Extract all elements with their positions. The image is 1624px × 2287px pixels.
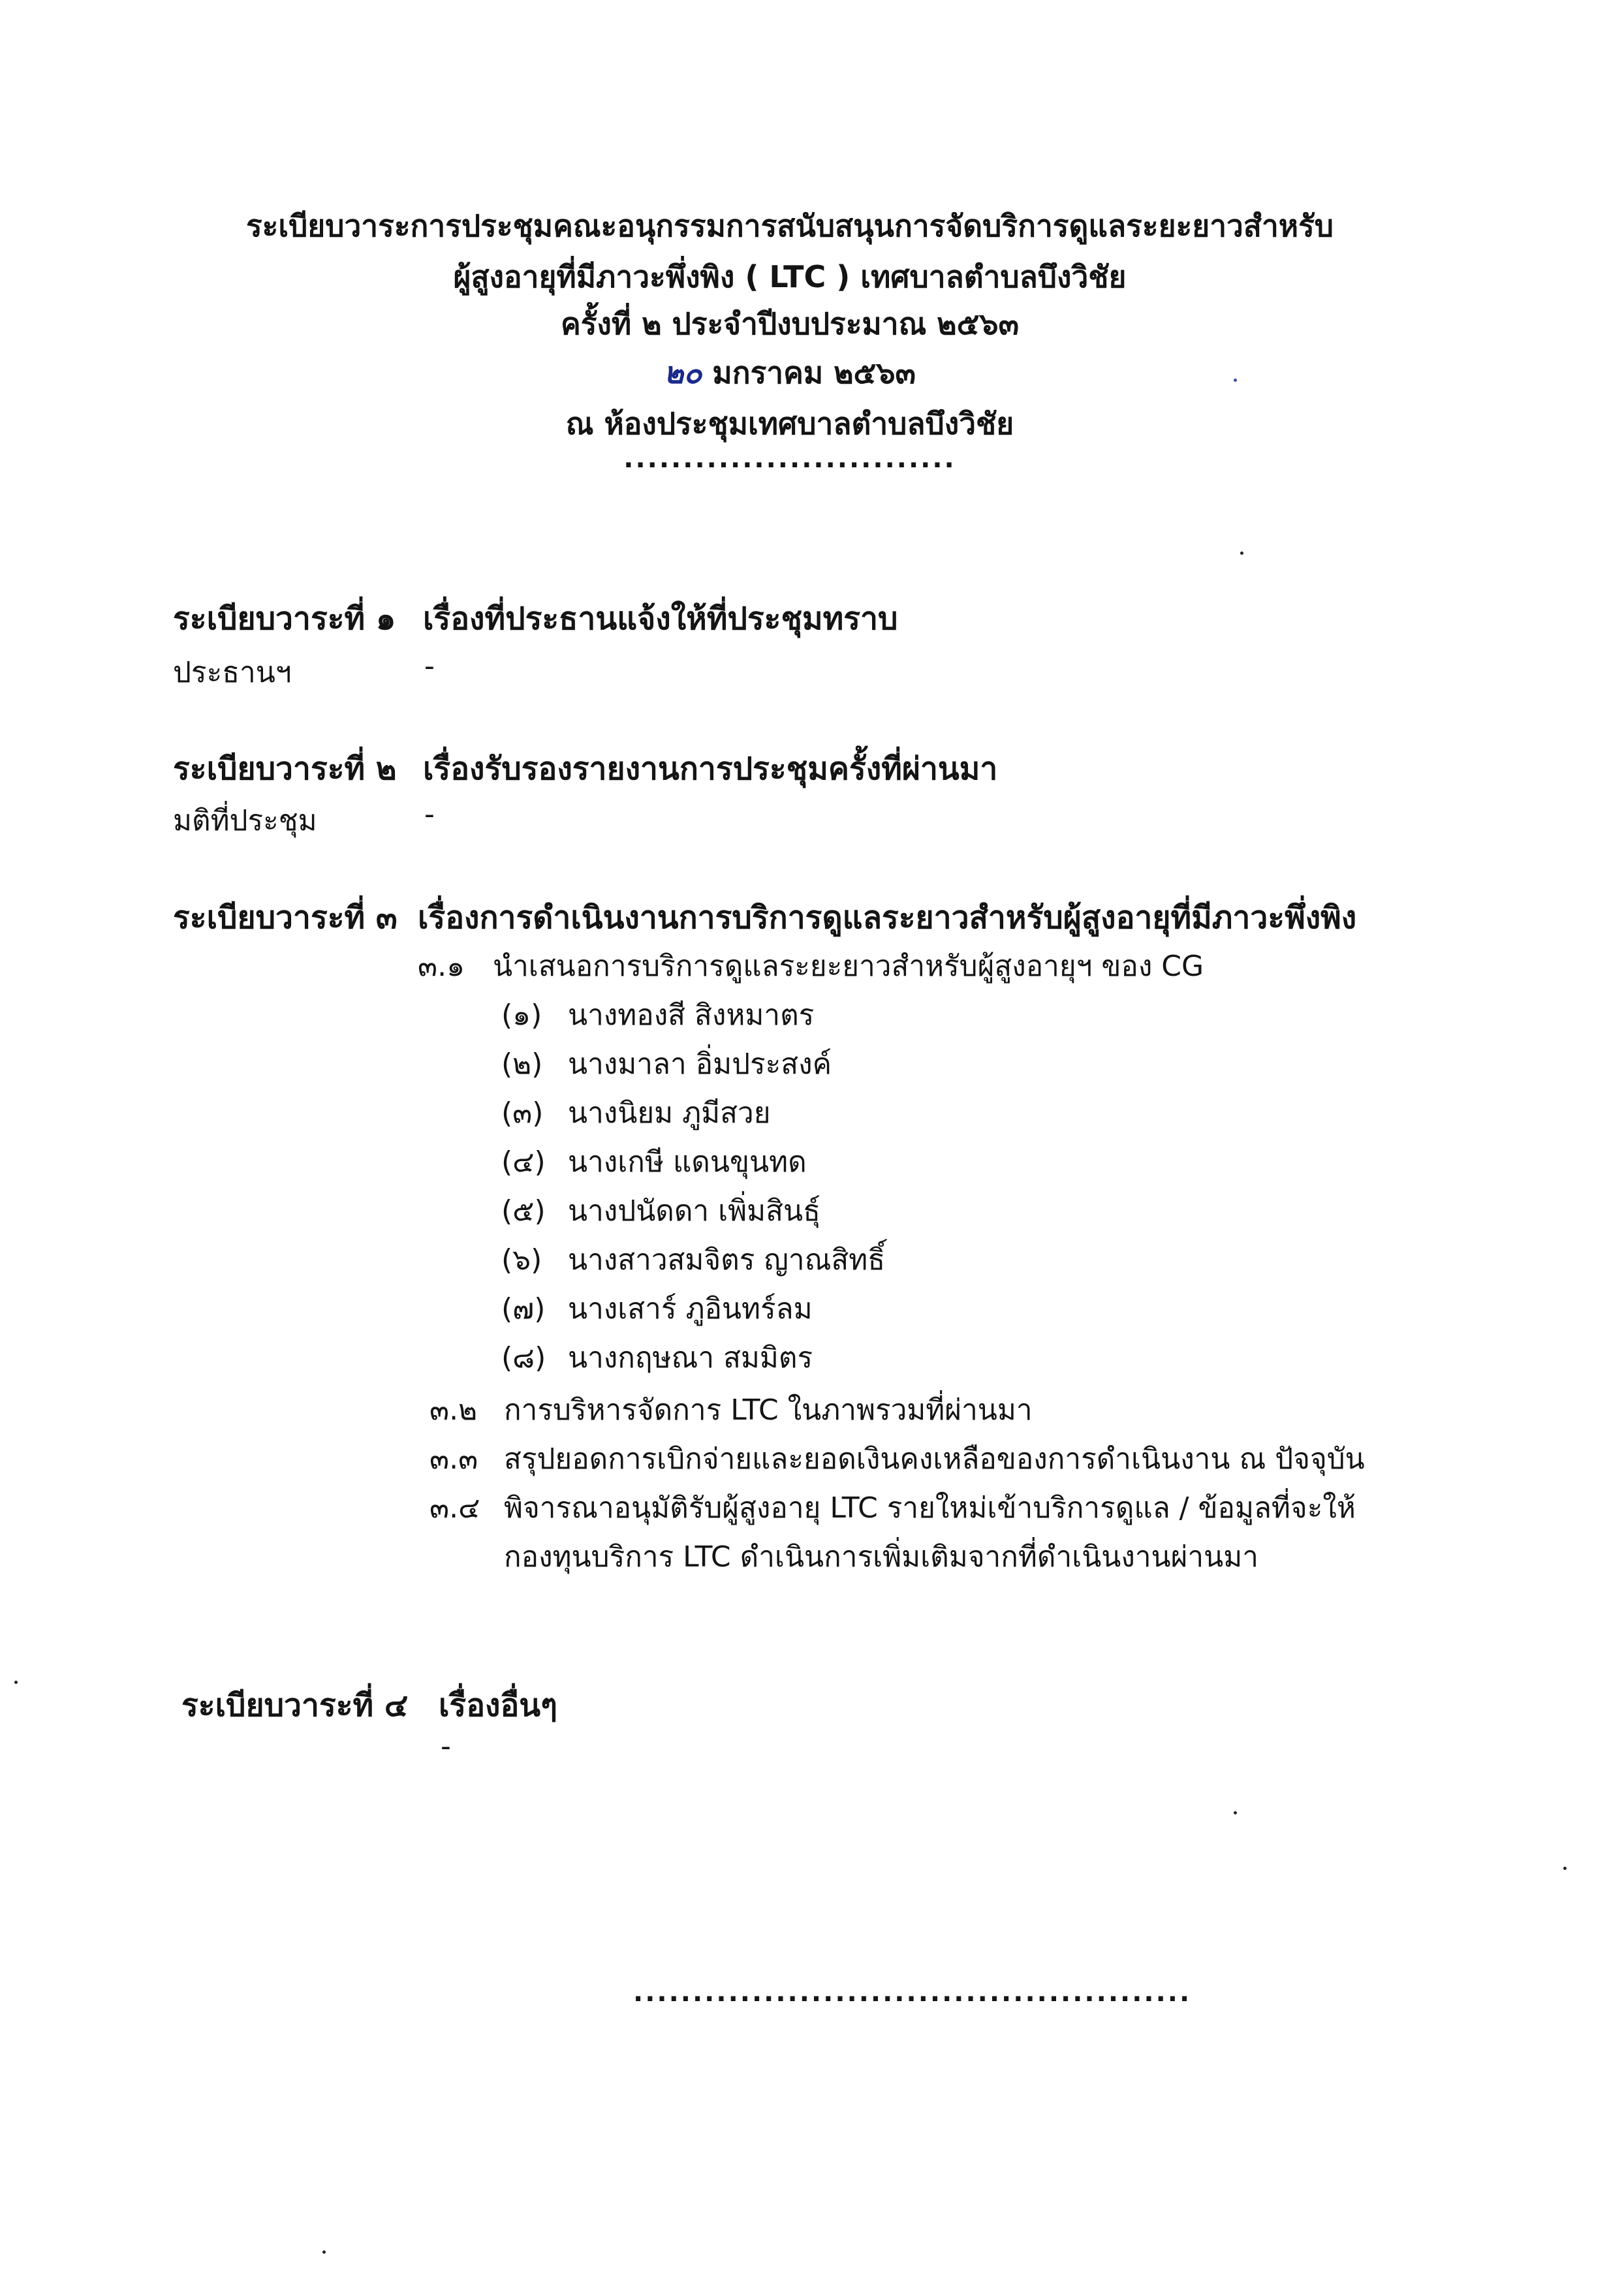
person-3-num: (๓) xyxy=(501,1097,544,1130)
agenda-3-title: เรื่องการดำเนินงานการบริการดูแลระยาวสำหรับผู้สูงอายุที่มีภาวะพึ่งพิง xyxy=(418,899,1357,936)
agenda-4-title: เรื่องอื่นๆ xyxy=(439,1687,557,1724)
agenda-1-title: เรื่องที่ประธานแจ้งให้ที่ประชุมทราบ xyxy=(423,600,898,637)
meeting-date xyxy=(0,349,1580,397)
person-7-name: นางเสาร์ ภูอินทร์ลม xyxy=(568,1292,813,1326)
scan-speck xyxy=(1563,1867,1567,1870)
person-2-name: นางมาลา อิ่มประสงค์ xyxy=(568,1048,832,1081)
agenda-1-sub-value: - xyxy=(424,649,435,683)
person-4-name: นางเกษี แดนขุนทด xyxy=(568,1145,807,1179)
item-3-2-num: ๓.๒ xyxy=(429,1393,478,1427)
agenda-3-label: ระเบียบวาระที่ ๓ xyxy=(173,899,398,936)
header-divider: ............................ xyxy=(623,444,956,474)
scan-speck xyxy=(1240,552,1243,555)
agenda-4-sub-value: - xyxy=(441,1730,451,1763)
agenda-4-label: ระเบียบวาระที่ ๔ xyxy=(181,1687,409,1724)
agenda-2-sub-label: มติที่ประชุม xyxy=(173,804,317,837)
person-5-name: นางปนัดดา เพิ่มสินธุ์ xyxy=(568,1194,820,1228)
agenda-1-sub-label: ประธานฯ xyxy=(173,656,292,689)
person-5-num: (๕) xyxy=(501,1194,546,1228)
item-3-1-text: นำเสนอการบริการดูแลระยะยาวสำหรับผู้สูงอายุฯ ของ CG xyxy=(493,950,1204,983)
scan-speck xyxy=(14,1681,18,1684)
title-line-1: ระเบียบวาระการประชุมคณะอนุกรรมการสนับสนุนการจัดบริการดูแลระยะยาวสำหรับ xyxy=(245,208,1334,243)
person-7-num: (๗) xyxy=(501,1292,546,1326)
agenda-2-title: เรื่องรับรองรายงานการประชุมครั้งที่ผ่านมา xyxy=(423,751,998,787)
footer-divider: ............................................... xyxy=(633,1978,1192,2008)
person-8-num: (๘) xyxy=(501,1341,546,1375)
item-3-3-num: ๓.๓ xyxy=(429,1442,478,1476)
meeting-location: ณ ห้องประชุมเทศบาลตำบลบึงวิชัย xyxy=(565,406,1014,441)
agenda-1-label: ระเบียบวาระที่ ๑ xyxy=(173,600,396,637)
person-2-num: (๒) xyxy=(501,1048,543,1081)
item-3-4-num: ๓.๔ xyxy=(429,1491,480,1525)
person-6-num: (๖) xyxy=(501,1243,542,1277)
title-line-2: ผู้สูงอายุที่มีภาวะพึ่งพิง ( LTC ) เทศบาลตำบลบึงวิชัย xyxy=(453,259,1127,294)
item-3-4-text-cont: กองทุนบริการ LTC ดำเนินการเพิ่มเติมจากที่ดำเนินงานผ่านมา xyxy=(504,1540,1258,1574)
item-3-2-text: การบริหารจัดการ LTC ในภาพรวมที่ผ่านมา xyxy=(504,1393,1033,1427)
person-1-num: (๑) xyxy=(501,999,542,1032)
person-8-name: นางกฤษณา สมมิตร xyxy=(568,1341,813,1375)
scan-speck xyxy=(1234,1811,1237,1814)
title-line-3: ครั้งที่ ๒ ประจำปีงบประมาณ ๒๕๖๓ xyxy=(560,306,1020,341)
person-4-num: (๔) xyxy=(501,1145,546,1179)
agenda-2-sub-value: - xyxy=(424,798,435,831)
person-1-name: นางทองสี สิงหมาตร xyxy=(568,999,815,1032)
scan-speck xyxy=(322,2250,326,2254)
item-3-3-text: สรุปยอดการเบิกจ่ายและยอดเงินคงเหลือของการดำเนินงาน ณ ปัจจุบัน xyxy=(504,1442,1365,1476)
scan-speck xyxy=(1234,379,1237,382)
date-month-year: มกราคม ๒๕๖๓ xyxy=(712,355,916,390)
person-6-name: นางสาวสมจิตร ญาณสิทธิ์ xyxy=(568,1243,886,1277)
item-3-1-num: ๓.๑ xyxy=(418,950,465,983)
agenda-2-label: ระเบียบวาระที่ ๒ xyxy=(173,751,397,787)
date-day: ๒๐ xyxy=(663,355,702,390)
person-3-name: นางนิยม ภูมีสวย xyxy=(568,1097,771,1130)
item-3-4-text: พิจารณาอนุมัติรับผู้สูงอายุ LTC รายใหม่เข้าบริการดูแล / ข้อมูลที่จะให้ xyxy=(504,1491,1356,1525)
